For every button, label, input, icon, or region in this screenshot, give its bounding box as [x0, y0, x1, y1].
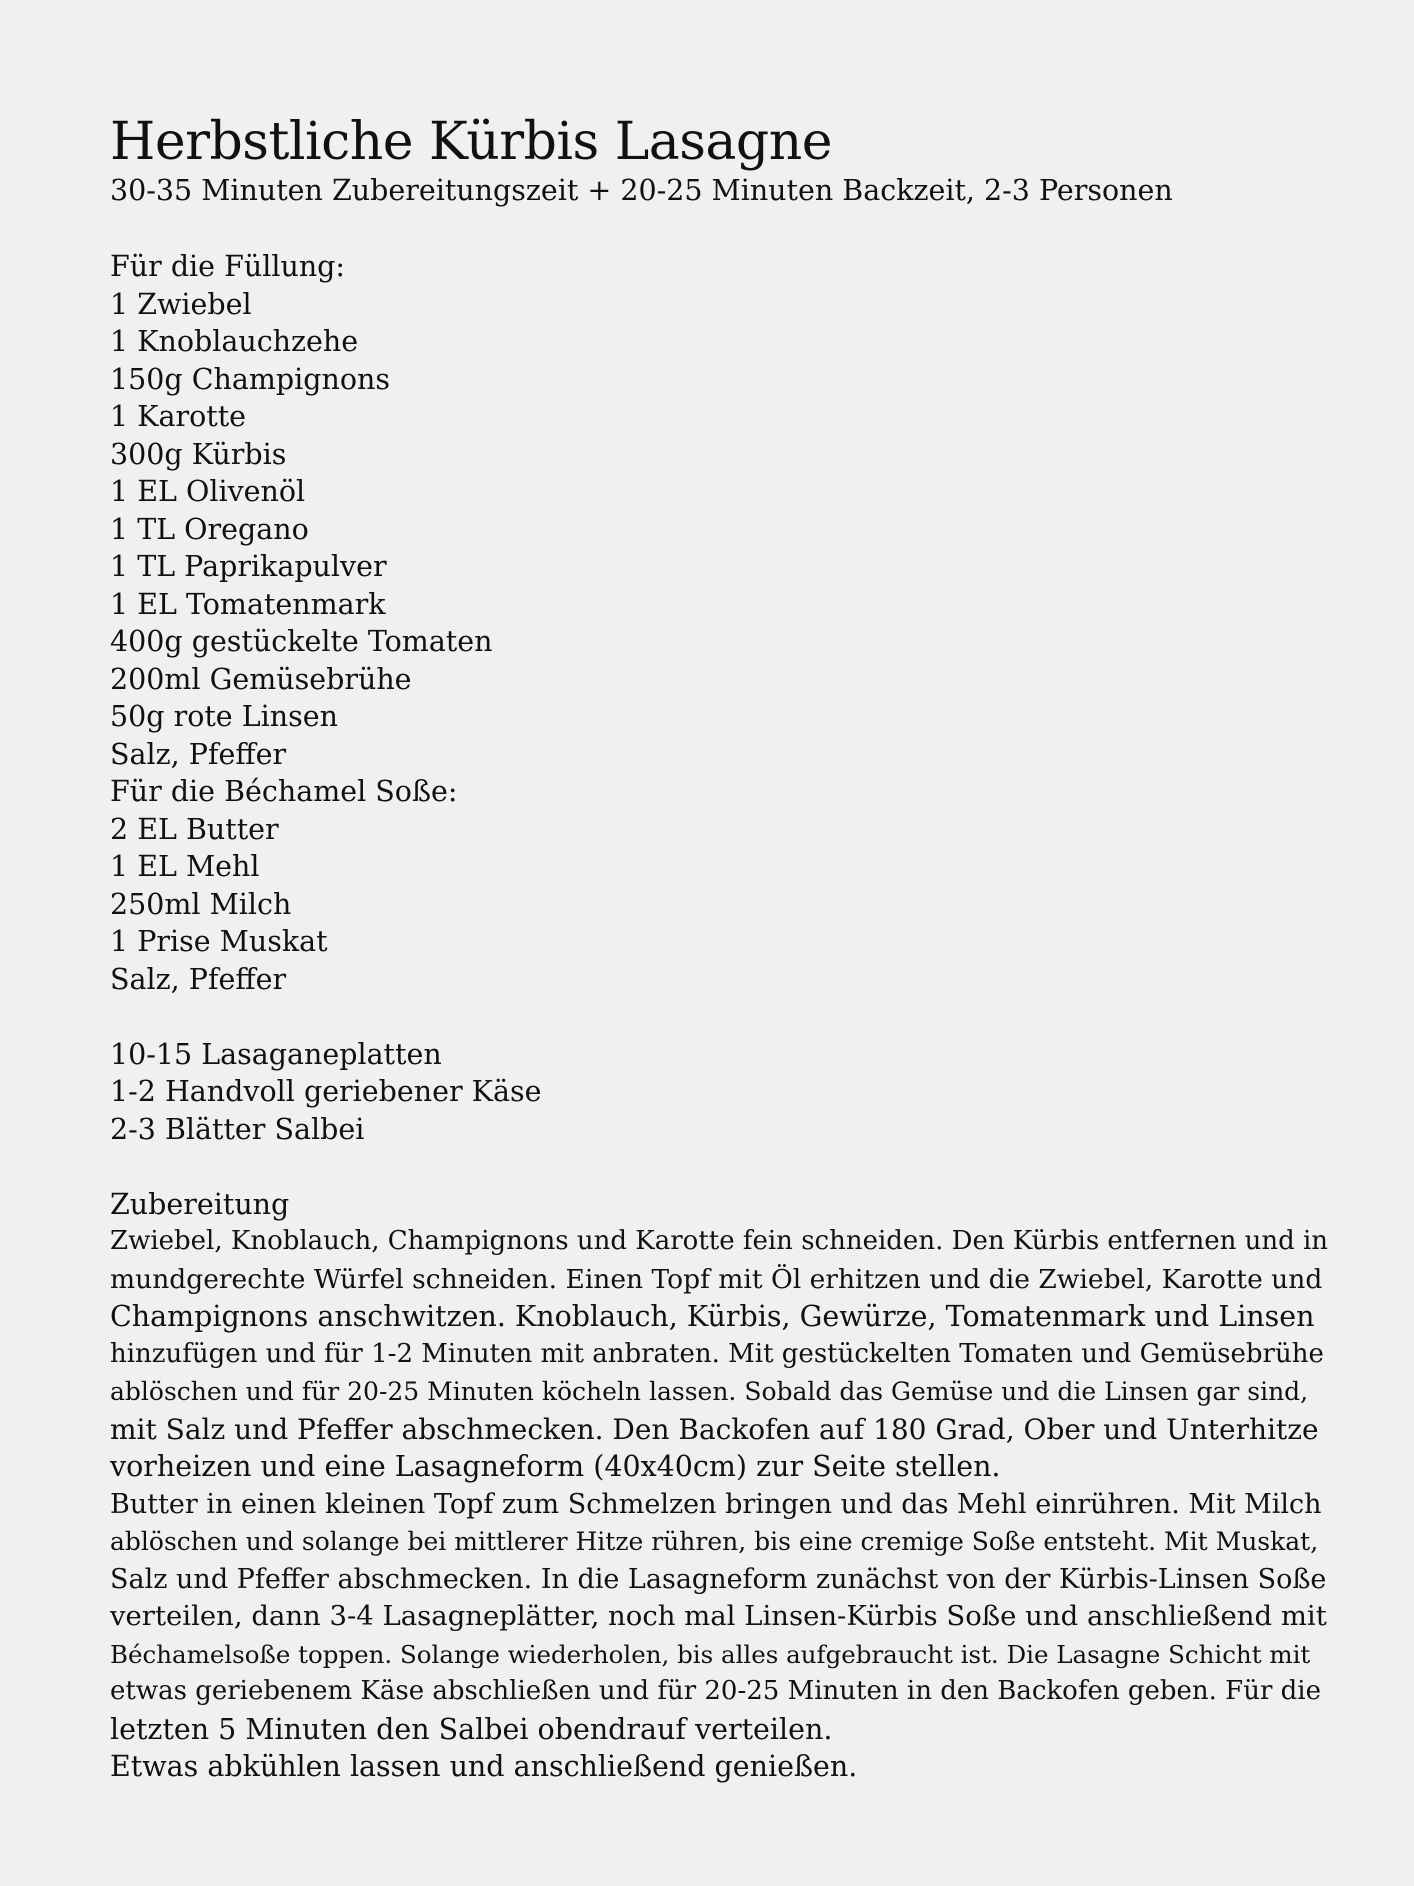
ingredient-item: 1 Zwiebel — [110, 287, 252, 321]
ingredient-item: 50g rote Linsen — [110, 700, 338, 733]
ingredient-item: 250ml Milch — [110, 887, 292, 921]
ingredient-item: Salz, Pfeffer — [110, 962, 287, 996]
ingredient-item: 300g Kürbis — [110, 437, 287, 471]
ingredient-item: 1 EL Olivenöl — [110, 475, 306, 508]
preparation-line: hinzufügen und für 1-2 Minuten mit anbraten. Mit gestückelten Tomaten und Gemüsebrühe — [110, 1338, 1324, 1369]
extras-section — [110, 1036, 1330, 1149]
recipe-document — [110, 112, 1330, 1786]
ingredient-item: 1 Prise Muskat — [110, 925, 328, 958]
recipe-title: Herbstliche Kürbis Lasagne — [110, 112, 832, 172]
ingredient-item: 1-2 Handvoll geriebener Käse — [110, 1075, 542, 1108]
preparation-line: etwas geriebenem Käse abschließen und für 20-25 Minuten in den Backofen geben. Für die — [110, 1676, 1322, 1706]
filling-heading: Für die Füllung: — [110, 250, 346, 283]
ingredient-item: 1 Knoblauchzehe — [110, 325, 359, 358]
preparation-line: verteilen, dann 3-4 Lasagneplätter, noch mal Linsen-Kürbis Soße und anschließend mit — [110, 1600, 1327, 1632]
filling-section — [110, 248, 1330, 773]
ingredient-item: Salz, Pfeffer — [110, 737, 287, 771]
section-spacer — [110, 998, 1330, 1036]
preparation-line: ablöschen und solange bei mittlerer Hitze rühren, bis eine cremige Soße entsteht. Mit Muskat, — [110, 1527, 1319, 1556]
preparation-section — [110, 1186, 1330, 1786]
preparation-line: Champignons anschwitzen. Knoblauch, Kürbis, Gewürze, Tomatenmark und Linsen — [110, 1300, 1315, 1333]
ingredient-item: 1 EL Tomatenmark — [110, 587, 386, 621]
ingredient-item: 10-15 Lasaganeplatten — [110, 1037, 442, 1071]
preparation-line: mit Salz und Pfeffer abschmecken. Den Backofen auf 180 Grad, Ober und Unterhitze — [110, 1412, 1319, 1446]
preparation-line: vorheizen und eine Lasagneform (40x40cm) zur Seite stellen. — [110, 1450, 1001, 1483]
preparation-line: Etwas abkühlen lassen und anschließend genießen. — [110, 1750, 858, 1783]
preparation-heading: Zubereitung — [110, 1187, 290, 1221]
ingredient-item: 1 Karotte — [110, 400, 247, 433]
ingredient-item: 1 TL Oregano — [110, 512, 309, 546]
recipe-subtitle: 30-35 Minuten Zubereitungszeit + 20-25 Minuten Backzeit, 2-3 Personen — [110, 174, 1173, 207]
preparation-line: Salz und Pfeffer abschmecken. In die Lasagneform zunächst von der Kürbis-Linsen Soße — [110, 1563, 1327, 1595]
ingredient-item: 1 EL Mehl — [110, 850, 260, 883]
ingredient-item: 1 TL Paprikapulver — [110, 550, 387, 583]
preparation-line: Butter in einen kleinen Topf zum Schmelzen bringen und das Mehl einrühren. Mit Milch — [110, 1488, 1322, 1520]
preparation-line: Béchamelsoße toppen. Solange wiederholen, bis alles aufgebraucht ist. Die Lasagne Schicht mit — [110, 1639, 1311, 1669]
ingredient-item: 2 EL Butter — [110, 812, 279, 846]
preparation-line: letzten 5 Minuten den Salbei obendrauf verteilen. — [110, 1712, 833, 1746]
ingredient-item: 400g gestückelte Tomaten — [110, 625, 493, 658]
preparation-line: ablöschen und für 20-25 Minuten köcheln lassen. Sobald das Gemüse und die Linsen gar sind, — [110, 1377, 1309, 1406]
ingredient-item: 2-3 Blätter Salbei — [110, 1112, 365, 1146]
bechamel-heading: Für die Béchamel Soße: — [110, 775, 458, 808]
bechamel-section — [110, 773, 1330, 998]
section-spacer — [110, 1148, 1330, 1186]
ingredient-item: 200ml Gemüsebrühe — [110, 662, 412, 696]
ingredient-item: 150g Champignons — [110, 362, 390, 396]
preparation-line: Zwiebel, Knoblauch, Champignons und Karotte fein schneiden. Den Kürbis entfernen und in — [110, 1226, 1329, 1256]
preparation-line: mundgerechte Würfel schneiden. Einen Topf mit Öl erhitzen und die Zwiebel, Karotte und — [110, 1263, 1323, 1295]
